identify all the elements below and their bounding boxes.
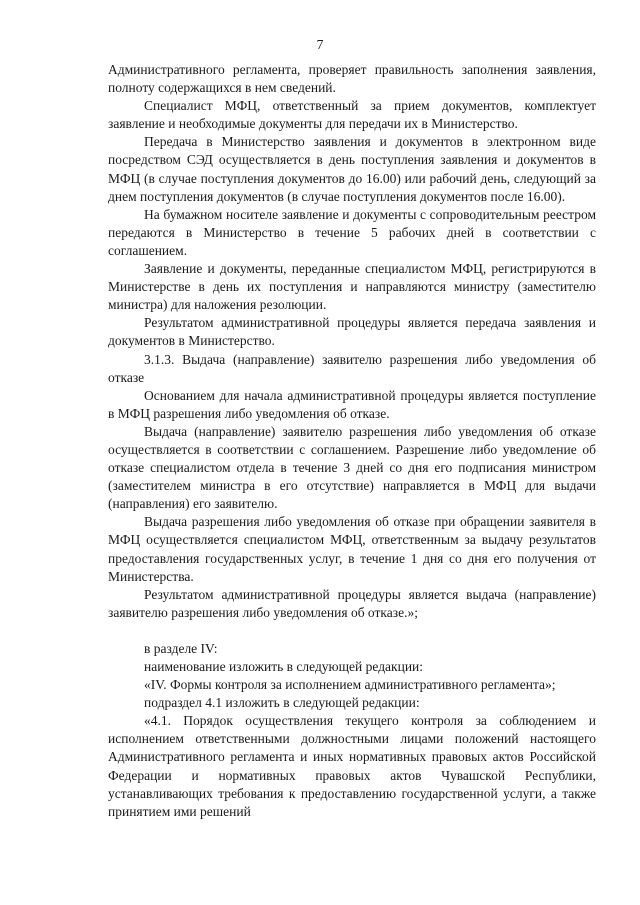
page-number: 7 [316,37,324,52]
paragraph: Результатом административной процедуры является выдача (направление) заявителю разрешения либо уведомления об отказе.»; [108,586,596,620]
paragraph: Выдача (направление) заявителю разрешения либо уведомления об отказе осуществляется в соответствии с соглашением. Разрешение либо уведомление об отказе специалистом отдела в течение 3 дней со дня его подписания министром (заместителем министра в его отсутствие) направляется в МФЦ для выдачи (направления) его заявителю. [108,423,596,512]
paragraph: в разделе IV: [144,640,218,656]
paragraph: На бумажном носителе заявление и документы с сопроводительным реестром передаются в Министерство в течение 5 рабочих дней в соответствии с соглашением. [108,206,596,258]
paragraph: Заявление и документы, переданные специалистом МФЦ, регистрируются в Министерстве в день их поступления и направляются министру (заместителю министра) для наложения резолюции. [108,261,596,313]
paragraph: Выдача разрешения либо уведомления об отказе при обращении заявителя в МФЦ осуществляется специалистом МФЦ, ответственным за выдачу результатов предоставления государственных услуг, в течение 1 дня со дня его получения от Министерства. [108,514,596,584]
paragraph: Специалист МФЦ, ответственный за прием документов, комплектует заявление и необходимые документы для передачи их в Министерство. [108,98,596,132]
paragraph: наименование изложить в следующей редакции: [144,659,424,674]
paragraph: «4.1. Порядок осуществления текущего контроля за соблюдением и исполнением ответственными должностными лицами положений настоящего Административного регламента и иных нормативных правовых актов Российской Федерации и нормативных правовых актов Чувашской Республики, устанавливающих требования к предоставлению государственной услуги, а также принятием ими решений [108,713,596,819]
paragraph: Основанием для начала административной процедуры является поступление в МФЦ разрешения либо уведомления об отказе. [108,387,596,421]
paragraph: подраздел 4.1 изложить в следующей редакции: [144,695,420,711]
paragraph: Результатом административной процедуры является передача заявления и документов в Министерство. [108,315,596,349]
document-body [108,61,596,821]
paragraph: Передача в Министерство заявления и документов в электронном виде посредством СЭД осуществляется в день поступления заявления и документов в МФЦ (в случае поступления документов до 16.00) или рабочий день, следующий за днем поступления документов (в случае поступления документов после 16.00). [108,134,596,204]
paragraph: 3.1.3. Выдача (направление) заявителю разрешения либо уведомления об отказе [108,351,596,385]
paragraph: Административного регламента, проверяет правильность заполнения заявления, полноту содержащихся в нем сведений. [108,62,596,96]
paragraph: «IV. Формы контроля за исполнением административного регламента»; [144,677,556,693]
